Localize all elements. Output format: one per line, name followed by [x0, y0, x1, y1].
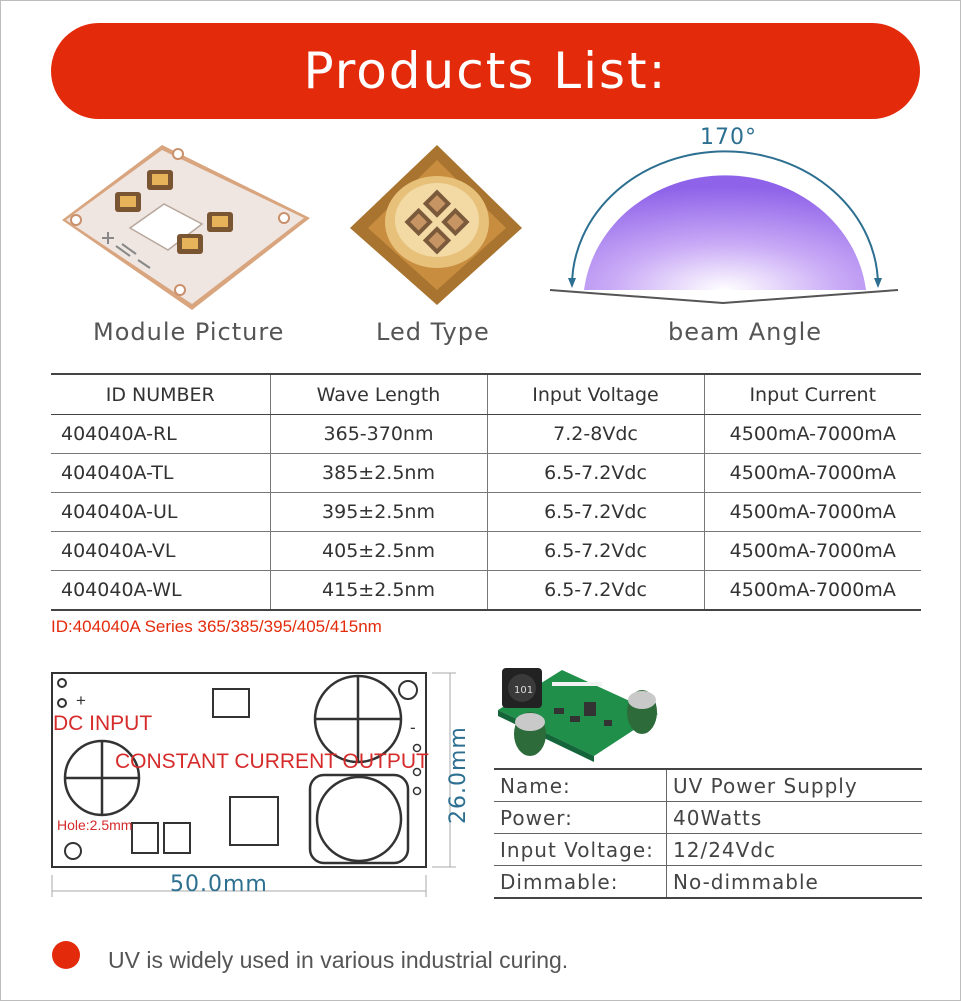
- module-picture-caption: Module Picture: [93, 318, 285, 346]
- table-row: [51, 454, 921, 493]
- table-row: [51, 415, 921, 454]
- cell-current: 4500mA-7000mA: [704, 493, 921, 532]
- cell-voltage: 6.5-7.2Vdc: [487, 454, 704, 493]
- cell-id: 404040A-VL: [51, 532, 270, 571]
- footnote-text: UV is widely used in various industrial curing.: [108, 947, 569, 973]
- psu-key: Power:: [494, 802, 667, 834]
- table-row: [51, 571, 921, 611]
- series-note: ID:404040A Series 365/385/395/405/415nm: [51, 617, 382, 636]
- table-row: [494, 802, 922, 834]
- cell-voltage: 7.2-8Vdc: [487, 415, 704, 454]
- header-wave-length: Wave Length: [270, 374, 487, 415]
- psu-key: Input Voltage:: [494, 834, 667, 866]
- cell-wavelength: 395±2.5nm: [270, 493, 487, 532]
- width-dimension-label: 50.0mm: [170, 872, 268, 897]
- header-input-current: Input Current: [704, 374, 921, 415]
- page-title: Products List:: [303, 42, 668, 100]
- cell-wavelength: 405±2.5nm: [270, 532, 487, 571]
- beam-degrees-label: 170°: [700, 125, 757, 150]
- plus-terminal-label: +: [76, 691, 86, 710]
- table-header-row: [51, 374, 921, 415]
- table-row: [494, 834, 922, 866]
- cell-id: 404040A-RL: [51, 415, 270, 454]
- table-row: [51, 493, 921, 532]
- cell-voltage: 6.5-7.2Vdc: [487, 571, 704, 611]
- header-id-number: ID NUMBER: [51, 374, 270, 415]
- cell-voltage: 6.5-7.2Vdc: [487, 493, 704, 532]
- cell-id: 404040A-WL: [51, 571, 270, 611]
- dc-input-label: DC INPUT: [53, 712, 153, 735]
- cell-wavelength: 385±2.5nm: [270, 454, 487, 493]
- psu-value: 12/24Vdc: [667, 834, 923, 866]
- beam-angle-caption: beam Angle: [668, 318, 823, 346]
- header-input-voltage: Input Voltage: [487, 374, 704, 415]
- cell-current: 4500mA-7000mA: [704, 571, 921, 611]
- wavelength-spec-table: [51, 373, 921, 611]
- height-dimension-label: 26.0mm: [446, 726, 471, 824]
- led-type-caption: Led Type: [376, 318, 490, 346]
- power-supply-photo: [492, 662, 664, 764]
- power-supply-spec-table: [494, 768, 922, 899]
- psu-key: Dimmable:: [494, 866, 667, 899]
- table-row: [494, 769, 922, 802]
- cell-voltage: 6.5-7.2Vdc: [487, 532, 704, 571]
- cell-id: 404040A-TL: [51, 454, 270, 493]
- table-row: [51, 532, 921, 571]
- cell-wavelength: 365-370nm: [270, 415, 487, 454]
- pcb-inductor-label: 101: [514, 685, 534, 696]
- cell-current: 4500mA-7000mA: [704, 454, 921, 493]
- table-row: [494, 866, 922, 899]
- driver-dimension-drawing: [40, 665, 460, 905]
- led-type-picture: [344, 140, 530, 308]
- psu-value: UV Power Supply: [667, 769, 923, 802]
- module-picture: [52, 140, 322, 315]
- products-banner: [51, 23, 920, 119]
- cell-current: 4500mA-7000mA: [704, 415, 921, 454]
- cell-wavelength: 415±2.5nm: [270, 571, 487, 611]
- bullet-dot: [52, 941, 80, 969]
- beam-angle-diagram: [548, 150, 900, 310]
- cell-id: 404040A-UL: [51, 493, 270, 532]
- psu-value: 40Watts: [667, 802, 923, 834]
- psu-key: Name:: [494, 769, 667, 802]
- psu-value: No-dimmable: [667, 866, 923, 899]
- constant-current-output-label: CONSTANT CURRENT OUTPUT: [115, 750, 429, 773]
- minus-terminal-label: -: [410, 718, 416, 737]
- hole-size-label: Hole:2.5mm: [57, 817, 133, 833]
- cell-current: 4500mA-7000mA: [704, 532, 921, 571]
